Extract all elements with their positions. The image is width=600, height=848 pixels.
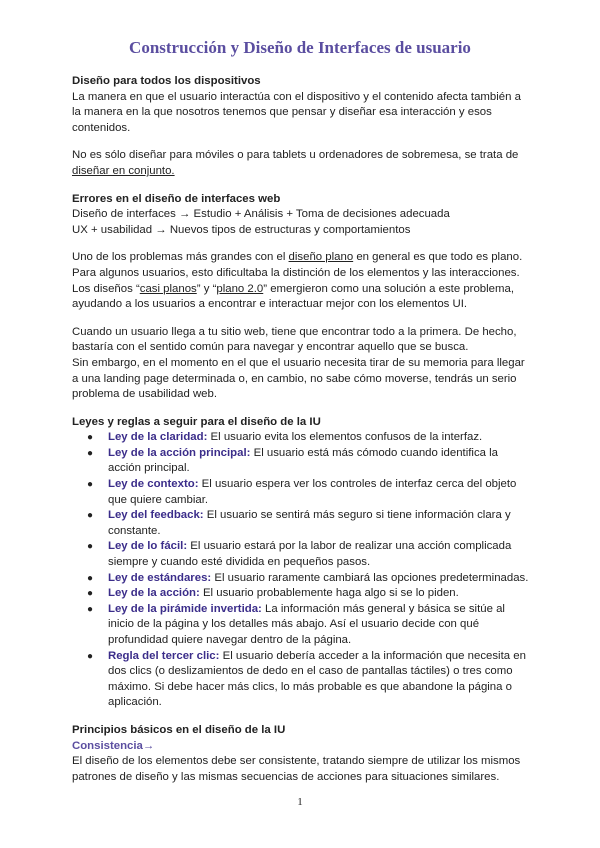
paragraph-devices-1: La manera en que el usuario interactúa con el dispositivo y el contenido afecta también a la manera en la que nosotros tenemos que pensar y diseñar esa interacción y esos contenidos. (72, 90, 521, 134)
section-heading-devices: Diseño para todos los dispositivos (72, 75, 261, 87)
link-diseno-plano[interactable]: diseño plano (288, 251, 354, 264)
bullet-icon: ● (87, 650, 94, 662)
text-span: ” emergieron como una solución a este problema, ayudando a los usuarios a encontrar e interactuar mejor con los elementos UI. (72, 282, 514, 311)
law-term: Regla del tercer clic: (108, 649, 220, 662)
link-plano-2[interactable]: plano 2.0 (216, 282, 264, 295)
law-term: Ley de la claridad: (108, 431, 208, 444)
errors-line-1: Diseño de interfaces → Estudio + Análisis + Toma de decisiones adecuada (72, 208, 450, 221)
law-term: Ley de la acción principal: (108, 446, 251, 459)
law-term: Ley de estándares: (108, 571, 212, 584)
list-item (72, 586, 532, 602)
bullet-icon: ● (87, 432, 94, 444)
bullet-icon: ● (87, 447, 94, 459)
section-heading-errors: Errores en el diseño de interfaces web (72, 192, 281, 205)
law-text: El usuario raramente cambiará las opciones predeterminadas. (211, 571, 529, 584)
bullet-icon: ● (87, 510, 94, 522)
paragraph-first-visit: Cuando un usuario llega a tu sitio web, tiene que encontrar todo a la primera. De hecho, bastaría con el sentido común para navegar y encontrar aquello que se busca. (72, 325, 517, 354)
laws-list (72, 430, 532, 711)
list-item (72, 539, 532, 570)
law-text: El usuario estará por la labor de realizar una acción complicada siempre y cuando esté dividida en pequeños pasos. (108, 540, 512, 569)
subheading-consistency: Consistencia→ (72, 739, 155, 752)
link-casi-planos[interactable]: casi planos (139, 282, 197, 295)
list-item (72, 446, 532, 477)
list-item (72, 602, 532, 649)
paragraph-devices-2 (72, 148, 532, 179)
law-term: Ley del feedback: (108, 509, 204, 522)
list-item (72, 477, 532, 508)
text-span: en general es que todo es plano. Para algunos usuarios, esto dificultaba la distinción de los elementos y las interacciones. Los diseños “ (72, 251, 523, 295)
text-span: Uno de los problemas más grandes con el (72, 251, 289, 264)
paragraph-flat-design (72, 250, 532, 312)
list-item (72, 571, 532, 587)
section-heading-principles: Principios básicos en el diseño de la IU (72, 723, 286, 736)
law-term: Ley de la pirámide invertida: (108, 602, 262, 615)
paragraph-usability: Sin embargo, en el momento en el que el usuario necesita tirar de su memoria para llegar a una landing page determinada o, en cambio, no sabe cómo moverse, tendrás un serio problema de usabilidad web. (72, 356, 525, 401)
law-text: El usuario espera ver los controles de interfaz cerca del objeto que quiere cambiar. (108, 478, 517, 506)
paragraph-consistency: El diseño de los elementos debe ser consistente, tratando siempre de utilizar los mismos patrones de diseño y las mismas secuencias de acciones para situaciones similares. (72, 755, 521, 783)
law-text: El usuario evita los elementos confusos de la interfaz. (207, 431, 483, 444)
bullet-icon: ● (87, 572, 94, 584)
text-span: ” y “ (196, 282, 217, 295)
page-number: 1 (297, 796, 303, 808)
document-title: Construcción y Diseño de Interfaces de usuario (129, 38, 471, 57)
bullet-icon: ● (87, 541, 94, 553)
list-item (72, 649, 532, 711)
text-span: No es sólo diseñar para móviles o para tablets u ordenadores de sobremesa, se trata de (72, 149, 519, 162)
law-term: Ley de lo fácil: (108, 540, 188, 553)
law-text: El usuario está más cómodo cuando identifica la acción principal. (108, 446, 499, 475)
link-disenar-conjunto[interactable]: diseñar en conjunto. (72, 164, 175, 177)
law-term: Ley de la acción: (108, 587, 200, 600)
law-text: La información más general y básica se sitúe al inicio de la página y los detalles más abajo. Así el usuario decide con qué profundidad quiere navegar dentro de la página. (108, 602, 505, 646)
bullet-icon: ● (87, 603, 94, 615)
law-text: El usuario se sentirá más seguro si tiene información clara y constante. (108, 509, 511, 537)
list-item (72, 508, 532, 539)
document-body (72, 74, 532, 785)
law-text: El usuario debería acceder a la información que necesita en dos clics (o deslizamientos de dedo en el caso de pantallas táctiles) o tres como máximo. Si debe hacer más clics, lo más probable es que abandone la página o aplicación. (108, 649, 526, 709)
bullet-icon: ● (87, 479, 94, 491)
bullet-icon: ● (87, 588, 94, 600)
list-item (72, 430, 532, 446)
errors-line-2: UX + usabilidad → Nuevos tipos de estructuras y comportamientos (72, 223, 411, 236)
section-heading-laws: Leyes y reglas a seguir para el diseño de la IU (72, 415, 321, 428)
law-text: El usuario probablemente haga algo si se lo piden. (199, 587, 459, 600)
law-term: Ley de contexto: (108, 478, 199, 491)
